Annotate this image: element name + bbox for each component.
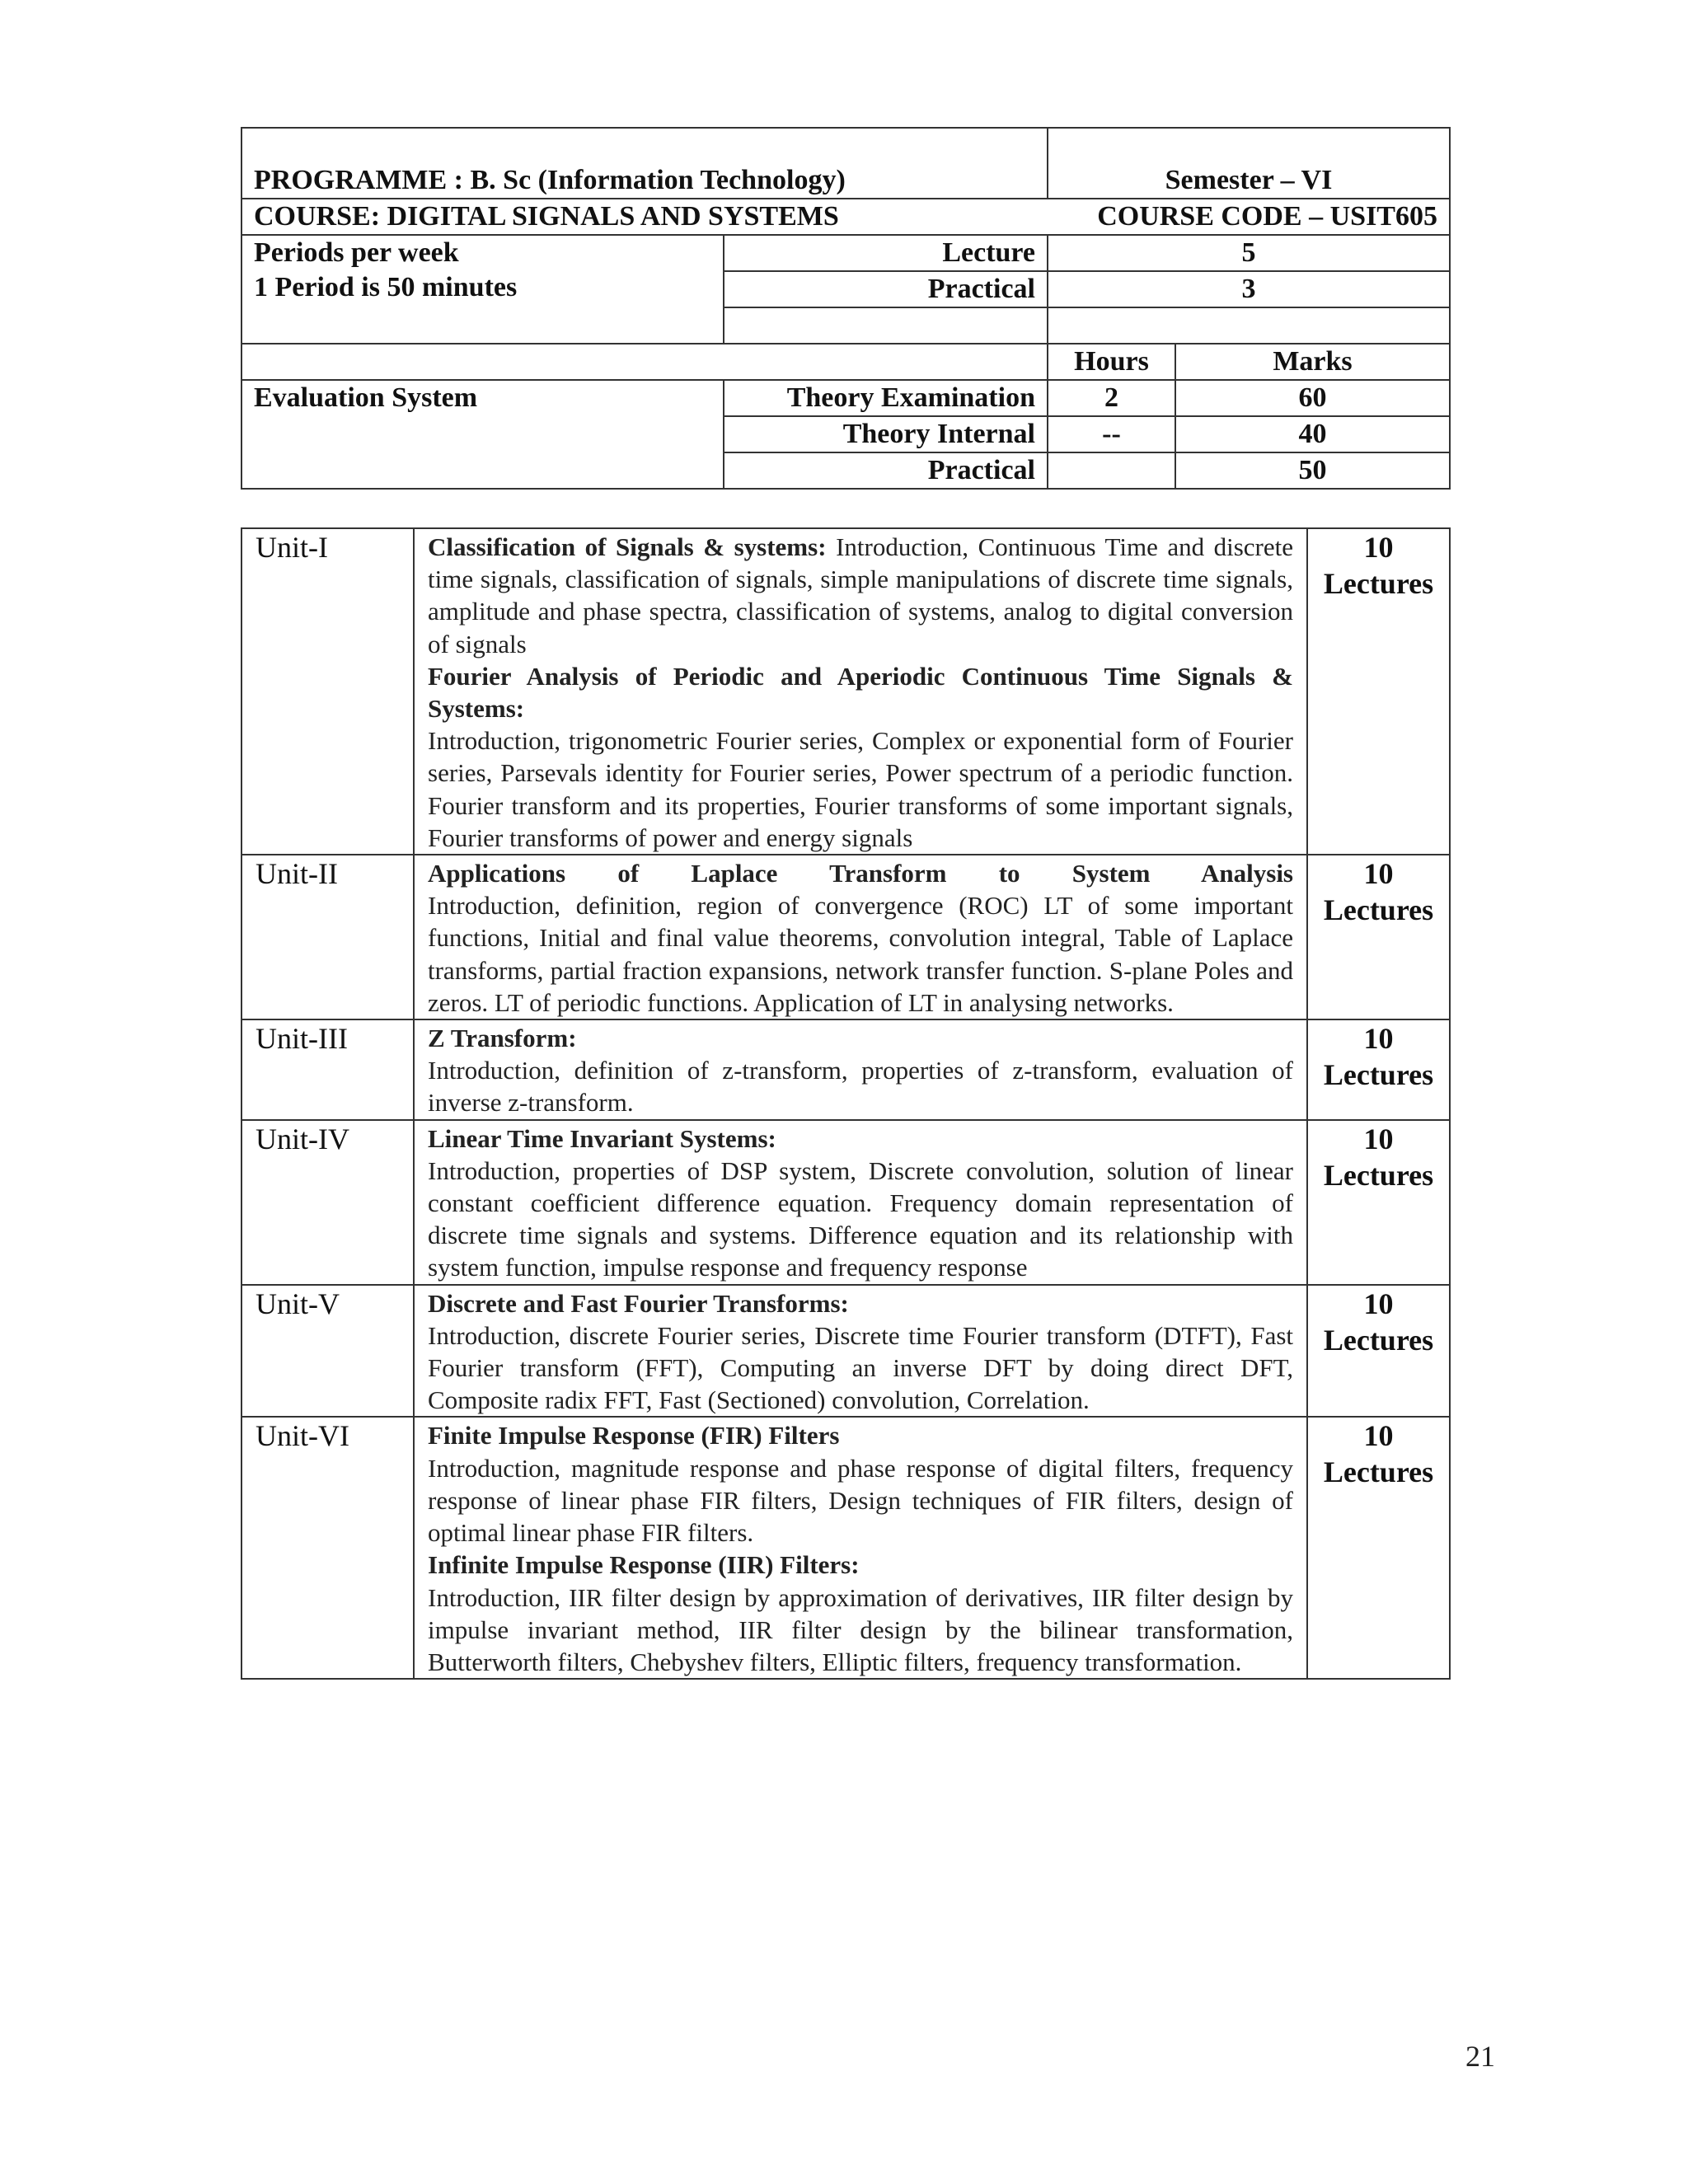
lectures-count: 10 bbox=[1363, 857, 1394, 891]
evaluation-row-marks: 40 bbox=[1175, 416, 1450, 452]
unit-section-title: Z Transform: bbox=[428, 1024, 577, 1053]
unit-section-title: Linear Time Invariant Systems: bbox=[428, 1123, 776, 1153]
semester-label: Semester – VI bbox=[1048, 128, 1450, 199]
lectures-label: Lectures bbox=[1323, 1455, 1434, 1489]
unit-section-text: Introduction, definition of z-transform, properties of z-transform, evaluation of inverse z-transform. bbox=[428, 1056, 1293, 1118]
units-table bbox=[241, 527, 1451, 1680]
course-code: COURSE CODE – USIT605 bbox=[1048, 199, 1450, 235]
lectures-label: Lectures bbox=[1323, 893, 1434, 927]
practical-label: Practical bbox=[724, 271, 1048, 307]
evaluation-row-hours: -- bbox=[1048, 416, 1175, 452]
lectures-label: Lectures bbox=[1323, 567, 1434, 600]
unit-name: Unit-I bbox=[241, 528, 414, 855]
unit-lectures bbox=[1307, 855, 1450, 1019]
lecture-label: Lecture bbox=[724, 235, 1048, 271]
unit-row bbox=[241, 1019, 1450, 1120]
lectures-count: 10 bbox=[1363, 531, 1394, 564]
evaluation-system-label: Evaluation System bbox=[241, 380, 724, 489]
unit-section-text: Introduction, Continuous Time and discrete time signals, classification of signals, simple manipulations of discrete time signals, amplitude and phase spectra, classification of systems, analog to digital conversion of signals bbox=[428, 532, 1294, 658]
unit-section-text: Introduction, trigonometric Fourier series, Complex or exponential form of Fourier series, Parsevals identity for Fourier series, Power spectrum of a periodic function. Fourier transform and its properties, Fourier transforms of some important signals, Fourier transforms of power and energy signals bbox=[428, 726, 1293, 852]
course-name: COURSE: DIGITAL SIGNALS AND SYSTEMS bbox=[241, 199, 1048, 235]
marks-header: Marks bbox=[1175, 344, 1450, 380]
empty-cell bbox=[1048, 307, 1450, 344]
unit-name: Unit-IV bbox=[241, 1120, 414, 1285]
unit-name: Unit-V bbox=[241, 1285, 414, 1418]
unit-section-title: Fourier Analysis of Periodic and Aperiodic Continuous Time Signals & Systems: bbox=[428, 661, 1293, 724]
unit-content bbox=[414, 1417, 1307, 1679]
evaluation-row-marks: 50 bbox=[1175, 452, 1450, 489]
unit-lectures bbox=[1307, 1120, 1450, 1285]
empty-cell bbox=[241, 344, 1048, 380]
periods-per-week-label: Periods per week bbox=[254, 237, 459, 268]
unit-name: Unit-III bbox=[241, 1019, 414, 1120]
page-number: 21 bbox=[1465, 2040, 1495, 2073]
unit-content bbox=[414, 1019, 1307, 1120]
lectures-count: 10 bbox=[1363, 1419, 1394, 1453]
evaluation-row-label: Theory Examination bbox=[724, 380, 1048, 416]
unit-section-text: Introduction, definition, region of convergence (ROC) LT of some important functions, Initial and final value theorems, convolution integral, Table of Laplace transforms, partial fraction expansions, network transfer function. S-plane Poles and zeros. LT of periodic functions. Application of LT in analysing networks. bbox=[428, 891, 1293, 1017]
course-header-table bbox=[241, 127, 1451, 490]
period-duration-label: 1 Period is 50 minutes bbox=[254, 272, 518, 302]
evaluation-row-label: Theory Internal bbox=[724, 416, 1048, 452]
lectures-label: Lectures bbox=[1323, 1158, 1434, 1192]
unit-section-text: Introduction, IIR filter design by approximation of derivatives, IIR filter design by impulse invariant method, IIR filter design by the bilinear transformation, Butterworth filters, Chebyshev filters, Elliptic filters, frequency transformation. bbox=[428, 1582, 1293, 1676]
unit-section-text: Introduction, discrete Fourier series, Discrete time Fourier transform (DTFT), Fast Fourier transform (FFT), Computing an inverse DFT by doing direct DFT, Composite radix FFT, Fast (Sectioned) convolution, Correlation. bbox=[428, 1320, 1293, 1415]
unit-content bbox=[414, 528, 1307, 855]
periods-info bbox=[241, 235, 724, 344]
unit-section-title: Infinite Impulse Response (IIR) Filters: bbox=[428, 1550, 860, 1580]
empty-cell bbox=[724, 307, 1048, 344]
unit-lectures bbox=[1307, 1285, 1450, 1418]
unit-lectures bbox=[1307, 528, 1450, 855]
unit-lectures bbox=[1307, 1019, 1450, 1120]
unit-section-title: Classification of Signals & systems: bbox=[428, 532, 827, 561]
lectures-count: 10 bbox=[1363, 1286, 1394, 1320]
evaluation-row-hours: 2 bbox=[1048, 380, 1175, 416]
programme-label: PROGRAMME : B. Sc (Information Technology) bbox=[241, 128, 1048, 199]
lectures-label: Lectures bbox=[1323, 1058, 1434, 1092]
unit-name: Unit-II bbox=[241, 855, 414, 1019]
unit-row bbox=[241, 528, 1450, 855]
lectures-count: 10 bbox=[1363, 1022, 1394, 1056]
unit-section-title: Applications of Laplace Transform to System Analysis bbox=[428, 859, 1293, 888]
lectures-count: 10 bbox=[1363, 1122, 1394, 1155]
practical-value: 3 bbox=[1048, 271, 1450, 307]
unit-content bbox=[414, 855, 1307, 1019]
unit-row bbox=[241, 1417, 1450, 1679]
unit-row bbox=[241, 855, 1450, 1019]
unit-section-text: Introduction, properties of DSP system, Discrete convolution, solution of linear constant coefficient difference equation. Frequency domain representation of discrete time signals and systems. Difference equation and its relationship with system function, impulse response and frequency response bbox=[428, 1155, 1293, 1282]
evaluation-row-marks: 60 bbox=[1175, 380, 1450, 416]
unit-content bbox=[414, 1120, 1307, 1285]
lecture-value: 5 bbox=[1048, 235, 1450, 271]
evaluation-row-hours bbox=[1048, 452, 1175, 489]
unit-row bbox=[241, 1120, 1450, 1285]
hours-header: Hours bbox=[1048, 344, 1175, 380]
unit-section-title: Finite Impulse Response (FIR) Filters bbox=[428, 1421, 840, 1451]
lectures-label: Lectures bbox=[1323, 1323, 1434, 1357]
unit-section-text: Introduction, magnitude response and phase response of digital filters, frequency response of linear phase FIR filters, Design techniques of FIR filters, design of optimal linear phase FIR filters. bbox=[428, 1453, 1293, 1548]
unit-content bbox=[414, 1285, 1307, 1418]
unit-section-title: Discrete and Fast Fourier Transforms: bbox=[428, 1288, 849, 1318]
evaluation-row-label: Practical bbox=[724, 452, 1048, 489]
unit-lectures bbox=[1307, 1417, 1450, 1679]
unit-name: Unit-VI bbox=[241, 1417, 414, 1679]
unit-row bbox=[241, 1285, 1450, 1418]
